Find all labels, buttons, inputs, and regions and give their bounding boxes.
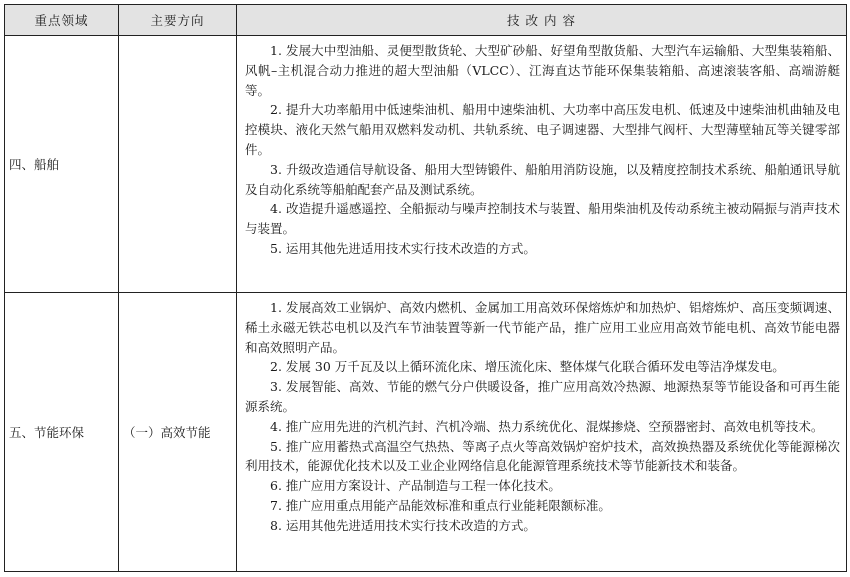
tech-reform-table: [4, 4, 847, 572]
table-header-row: [5, 5, 847, 36]
content-item: 4. 改造提升遥感遥控、全船振动与噪声控制技术与装置、船用柴油机及传动系统主被动隔振与消声技术与装置。: [245, 201, 840, 237]
content-cell: [237, 36, 847, 293]
content-cell: [237, 293, 847, 572]
table-row-energy-saving: [5, 293, 847, 572]
area-cell: 五、节能环保: [5, 293, 119, 572]
content-item: 5. 运用其他先进适用技术实行技术改造的方式。: [270, 240, 536, 256]
header-direction: 主要方向: [119, 5, 237, 36]
content-item: 6. 推广应用方案设计、产品制造与工程一体化技术。: [270, 478, 561, 494]
content-item: 1. 发展高效工业锅炉、高效内燃机、金属加工用高效环保熔炼炉和加热炉、铝熔炼炉、高压变频调速、稀土永磁无铁芯电机以及汽车节油装置等新一代节能产品，推广应用工业应用高效节能电机、高效节能电器和高效照明产品。: [245, 300, 840, 355]
content-item: 4. 推广应用先进的汽机汽封、汽机冷端、热力系统优化、混煤掺烧、空预器密封、高效电机等技术。: [270, 418, 824, 434]
content-item: 2. 发展 30 万千瓦及以上循环流化床、增压流化床、整体煤气化联合循环发电等洁净煤发电。: [270, 359, 785, 375]
direction-cell: （一）高效节能: [119, 293, 237, 572]
content-item: 3. 发展智能、高效、节能的燃气分户供暖设备，推广应用高效冷热源、地源热泵等节能设备和可再生能源系统。: [245, 379, 840, 414]
content-item: 2. 提升大功率船用中低速柴油机、船用中速柴油机、大功率中高压发电机、低速及中速柴油机曲轴及电控模块、液化天然气船用双燃料发动机、共轨系统、电子调速器、大型排气阀杆、大型薄壁轴瓦等关键零部件。: [245, 102, 840, 157]
direction-cell: [119, 36, 237, 293]
area-cell: 四、船舶: [5, 36, 119, 293]
header-area: 重点领域: [5, 5, 119, 36]
content-item: 1. 发展大中型油船、灵便型散货轮、大型矿砂船、好望角型散货船、大型汽车运输船、大型集装箱船、风帆–主机混合动力推进的超大型油船（VLCC）、江海直达节能环保集装箱船、高速滚装客船、高端游艇等。: [245, 43, 840, 98]
content-item: 5. 推广应用蓄热式高温空气热热、等离子点火等高效锅炉窑炉技术，高效换热器及系统优化等能源梯次利用技术，能源优化技术以及工业企业网络信息化能源管理系统技术等节能新技术和装备。: [245, 438, 840, 474]
content-item: 8. 运用其他先进适用技术实行技术改造的方式。: [270, 517, 536, 533]
header-content: 技 改 内 容: [237, 5, 847, 36]
content-item: 7. 推广应用重点用能产品能效标准和重点行业能耗限额标准。: [270, 497, 611, 513]
table-row-shipbuilding: [5, 36, 847, 293]
content-item: 3. 升级改造通信导航设备、船用大型铸锻件、船舶用消防设施，以及精度控制技术系统、船舶通讯导航及自动化系统等船舶配套产品及测试系统。: [245, 161, 840, 197]
